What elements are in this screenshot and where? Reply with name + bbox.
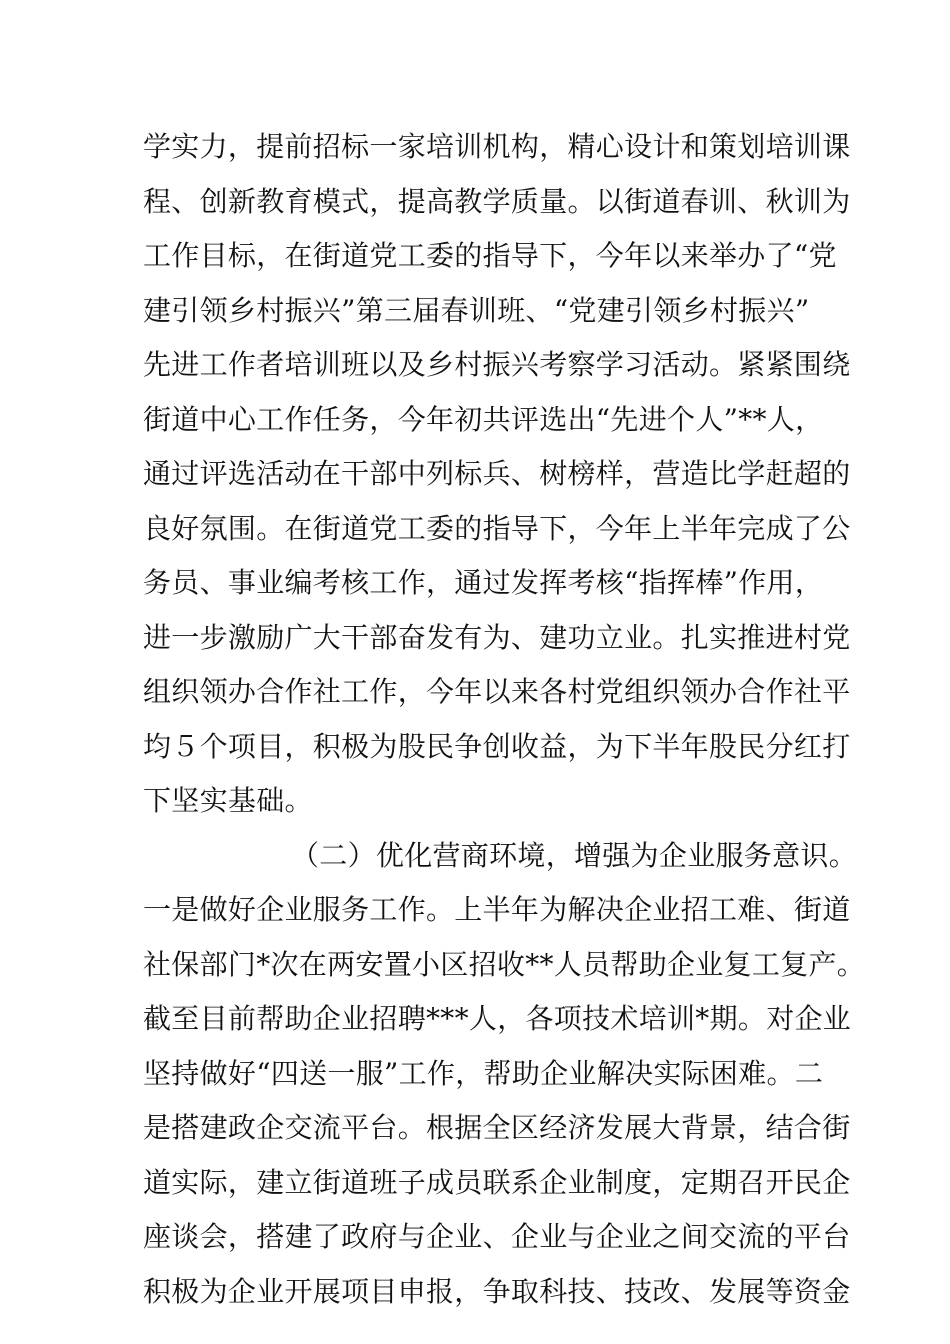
text-line: 组织领办合作社工作，今年以来各村党组织领办合作社平	[143, 675, 851, 708]
body-text	[143, 126, 866, 1325]
text-line: 道实际，建立街道班子成员联系企业制度，定期召开民企	[143, 1165, 851, 1199]
text-line: 社保部门*次在两安置小区招收**人员帮助企业复工复产。	[143, 947, 866, 981]
text-line: 座谈会，搭建了政府与企业、企业与企业之间交流的平台	[143, 1220, 851, 1253]
text-line: 工作目标，在街道党工委的指导下，今年以来举办了“党	[143, 239, 837, 272]
text-line: 学实力，提前招标一家培训机构，精心设计和策划培训课	[143, 130, 851, 163]
text-line: 良好氛围。在街道党工委的指导下，今年上半年完成了公	[143, 511, 851, 545]
text-line: 是搭建政企交流平台。根据全区经济发展大背景，结合街	[143, 1111, 851, 1144]
text-line: 坚持做好“四送一服”工作，帮助企业解决实际困难。二	[143, 1056, 824, 1090]
text-line: 建引领乡村振兴”第三届春训班、“党建引领乡村振兴”	[143, 293, 810, 327]
text-line: 进一步激励广大干部奋发有为、建功立业。扎实推进村党	[143, 620, 851, 654]
text-line: 积极为企业开展项目申报，争取科技、技改、发展等资金	[143, 1274, 851, 1308]
text-line: 街道中心工作任务，今年初共评选出“先进个人”**人，	[143, 402, 824, 436]
text-line: 一是做好企业服务工作。上半年为解决企业招工难、街道	[143, 893, 851, 926]
section-heading: （二）优化营商环境，增强为企业服务意识。	[291, 838, 858, 872]
text-line: 截至目前帮助企业招聘***人，各项技术培训*期。对企业	[143, 1002, 852, 1035]
text-line: 下坚实基础。	[143, 784, 313, 817]
text-line: 先进工作者培训班以及乡村振兴考察学习活动。紧紧围绕	[143, 348, 851, 381]
text-line: 均５个项目，积极为股民争创收益，为下半年股民分红打	[143, 729, 851, 763]
text-line: 通过评选活动在干部中列标兵、树榜样，营造比学赶超的	[143, 457, 851, 490]
text-line: 务员、事业编考核工作，通过发挥考核“指挥棒”作用，	[143, 566, 824, 599]
text-line: 程、创新教育模式，提高教学质量。以街道春训、秋训为	[143, 184, 851, 218]
